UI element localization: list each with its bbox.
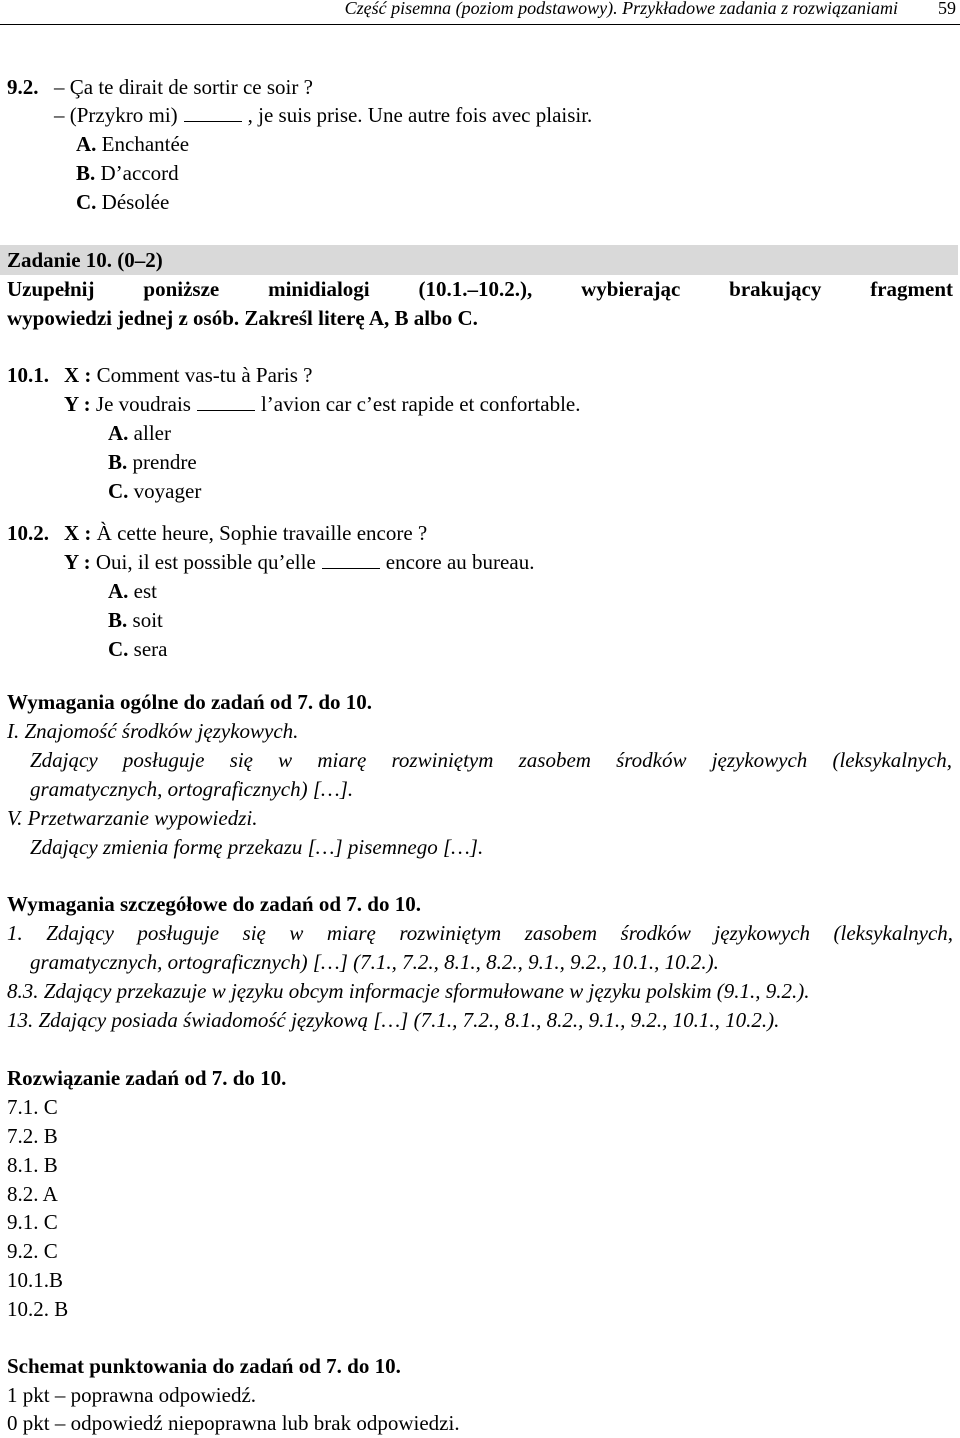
- specific-req-8-3: 8.3. Zdający przekazuje w języku obcym informacje sformułowane w języku polskim (9.1., 9.2.).: [7, 979, 810, 1003]
- specific-req-1: 1. Zdający posługuje się w miarę rozwiniętym zasobem środków językowych (leksykalnych,: [7, 921, 954, 945]
- solution-item: 10.1.B: [7, 1268, 64, 1292]
- option-a: A. Enchantée: [76, 132, 190, 156]
- specific-req-13: 13. Zdający posiada świadomość językową […] (7.1., 7.2., 8.1., 8.2., 9.1., 9.2., 10.1., 10.2.).: [7, 1008, 780, 1032]
- task-10-instruction: Uzupełnij poniższe minidialogi (10.1.–10.2.), wybierając brakujący fragment: [7, 277, 954, 301]
- solution-item: 10.2. B: [7, 1297, 69, 1321]
- specific-requirements-title: Wymagania szczegółowe do zadań od 7. do 10.: [7, 892, 421, 916]
- header-title: Część pisemna (poziom podstawowy). Przykładowe zadania z rozwiązaniami: [344, 0, 898, 18]
- solution-item: 9.1. C: [7, 1210, 58, 1234]
- option-c: C. Désolée: [76, 190, 170, 214]
- question-10-1-x: X : Comment vas-tu à Paris ?: [64, 363, 313, 387]
- general-req-v-text: Zdający zmienia formę przekazu […] pisemnego […].: [30, 835, 484, 859]
- question-9-2-line1: – Ça te dirait de sortir ce soir ?: [54, 75, 313, 99]
- task-10-instruction-cont: wypowiedzi jednej z osób. Zakreśl literę A, B albo C.: [7, 306, 478, 330]
- question-10-2-x: X : À cette heure, Sophie travaille encore ?: [64, 521, 428, 545]
- answer-blank: [197, 409, 255, 411]
- answer-blank: [184, 120, 242, 122]
- option-b: B. soit: [108, 608, 163, 632]
- question-9-2-line2: [54, 103, 592, 127]
- solution-item: 8.1. B: [7, 1153, 58, 1177]
- page-header: [0, 0, 960, 25]
- general-req-i-text: Zdający posługuje się w miarę rozwiniętym zasobem środków językowych (leksykalnych,: [30, 748, 952, 772]
- scoring-title: Schemat punktowania do zadań od 7. do 10.: [7, 1354, 401, 1378]
- question-9-2-line2-post: , je suis prise. Une autre fois avec plaisir.: [247, 103, 593, 127]
- solution-item: 7.1. C: [7, 1095, 58, 1119]
- question-10-1-y: Y : Je voudrais l’avion car c’est rapide et confortable.: [64, 392, 581, 416]
- scoring-row-1: 1 pkt – poprawna odpowiedź.: [7, 1383, 257, 1407]
- answer-blank: [322, 567, 380, 569]
- general-req-i-title: I. Znajomość środków językowych.: [7, 719, 299, 743]
- question-9-2-line2-pre: – (Przykro mi): [54, 103, 178, 127]
- solution-item: 9.2. C: [7, 1239, 58, 1263]
- question-10-2-number: 10.2.: [7, 521, 49, 545]
- question-9-2-number: 9.2.: [7, 75, 39, 99]
- page-number: 59: [938, 0, 956, 18]
- task-10-title: Zadanie 10. (0–2): [7, 248, 163, 272]
- option-c: C. sera: [108, 637, 168, 661]
- option-a: A. aller: [108, 421, 171, 445]
- question-10-1-number: 10.1.: [7, 363, 49, 387]
- option-b: B. D’accord: [76, 161, 179, 185]
- solution-item: 8.2. A: [7, 1182, 58, 1206]
- general-req-v-title: V. Przetwarzanie wypowiedzi.: [7, 806, 258, 830]
- option-a: A. est: [108, 579, 157, 603]
- solution-item: 7.2. B: [7, 1124, 58, 1148]
- specific-req-1-cont: gramatycznych, ortograficznych) […] (7.1., 7.2., 8.1., 8.2., 9.1., 9.2., 10.1., 10.2.).: [30, 950, 719, 974]
- option-b: B. prendre: [108, 450, 197, 474]
- solutions-title: Rozwiązanie zadań od 7. do 10.: [7, 1066, 287, 1090]
- general-requirements-title: Wymagania ogólne do zadań od 7. do 10.: [7, 690, 373, 714]
- question-10-2-y: Y : Oui, il est possible qu’elle encore au bureau.: [64, 550, 535, 574]
- general-req-i-text-cont: gramatycznych, ortograficznych) […].: [30, 777, 354, 801]
- scoring-row-2: 0 pkt – odpowiedź niepoprawna lub brak odpowiedzi.: [7, 1411, 460, 1435]
- option-c: C. voyager: [108, 479, 202, 503]
